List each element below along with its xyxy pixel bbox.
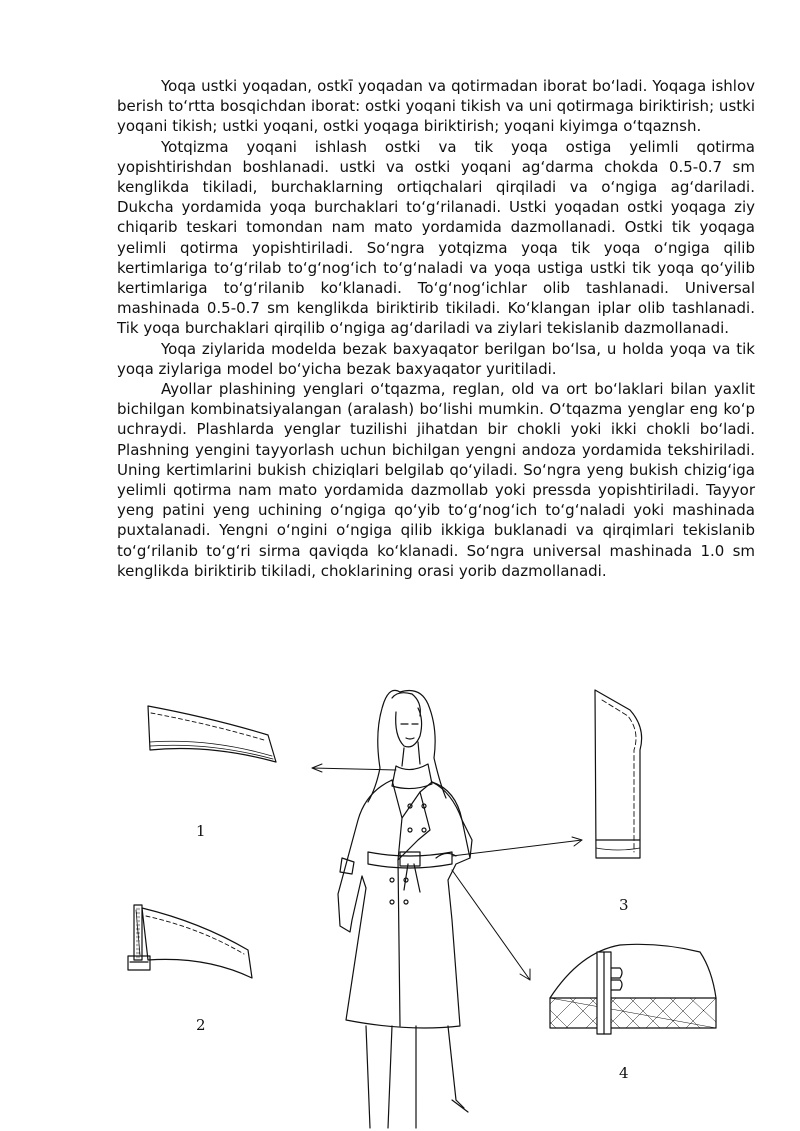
paragraph-collar-processing: Yotqizma yoqani ishlash ostki va tik yoqa ostiga yelimli qotirma yopishtirishdan boshlanadi. ustki va ostki yoqani ag‘darma chokda 0.5-0.7 sm kenglikda tikiladi, burchaklarning ortiqchalari qirqiladi va o‘ngiga ag‘dariladi. Dukcha yordamida yoqa burchaklari to‘g‘rilanadi. Ustki yoqadan ostki yoqaga ziy chiqarib teskari tomondan nam mato yordamida dazmollanadi. Ostki tik yoqaga yelimli qotirma yopishtiriladi. So‘ngra yotqizma yoqa tik yoqa o‘ngiga qilib kertimlariga to‘g‘rilab to‘g‘nog‘ich to‘g‘naladi va yoqa ustiga ustki tik yoqa qo‘yilib kertimlariga to‘g‘rilanib ko‘klanadi. To‘g‘nog‘ichlar olib tashlanadi. Universal mashinada 0.5-0.7 sm kenglikda biriktirib tikiladi. Ko‘klangan iplar olib tashlanadi. Tik yoqa burchaklari qirqilib o‘ngiga ag‘dariladi va ziylari tekislanib dazmollanadi. (117, 137, 755, 338)
body-text (117, 76, 755, 581)
coat-figure (338, 690, 472, 1128)
figure-label-2: 2 (196, 1016, 206, 1034)
coat-illustration (0, 680, 800, 1131)
collar-piece-1 (148, 706, 276, 762)
paragraph-collar-structure: Yoqa ustki yoqadan, ostkī yoqadan va qotirmadan iborat bo‘ladi. Yoqaga ishlov berish to‘rtta bosqichdan iborat: ostki yoqani tikish va uni qotirmaga biriktirish; ustki yoqani tikish; ustki yoqani, ostki yoqaga biriktirish; yoqani kiyimga o‘tqaznsh. (117, 77, 755, 136)
paragraph-sleeves: Ayollar plashining yenglari o‘tqazma, reglan, old va ort bo‘laklari bilan yaxlit bichilgan kombinatsiyalangan (aralash) bo‘lishi mumkin. O‘tqazma yenglar eng ko‘p uchraydi. Plashlarda yenglar tuzilishi jihatdan bir chokli yoki ikki chokli bo‘ladi. Plashning yengini tayyorlash uchun bichilgan yengni andoza yordamida tekshiriladi. Uning kertimlarini bukish chiziqlari belgilab qo‘yiladi. So‘ngra yeng bukish chizig‘iga yelimli qotirma nam mato yordamida dazmollab yoki pressda yopishtiriladi. Tayyor yeng patini yeng uchining o‘ngiga qo‘yib to‘g‘nog‘ich to‘g‘naladi yoki mashinada puxtalanadi. Yengni o‘ngini o‘ngiga qilib ikkiga buklanadi va qirqimlari tekislanib to‘g‘rilanib to‘g‘ri sirma qaviqda ko‘klanadi. So‘ngra universal mashinada 1.0 sm kenglikda biriktirib tikiladi, choklarining orasi yorib dazmollanadi. (117, 380, 755, 580)
collar-piece-2 (128, 905, 252, 978)
paragraph-decorative-stitch: Yoqa ziylarida modelda bezak baxyaqator berilgan bo‘lsa, u holda yoqa va tik yoqa ziylariga model bo‘yicha bezak baxyaqator yuritiladi. (117, 339, 755, 378)
pointer-lines (290, 764, 582, 980)
figure-label-4: 4 (619, 1064, 629, 1082)
figure-label-3: 3 (619, 896, 629, 914)
illustration-svg (0, 680, 800, 1131)
sleeve-piece-3 (595, 690, 642, 858)
figure-label-1: 1 (196, 822, 206, 840)
sleeve-hem-detail-4 (550, 944, 716, 1034)
